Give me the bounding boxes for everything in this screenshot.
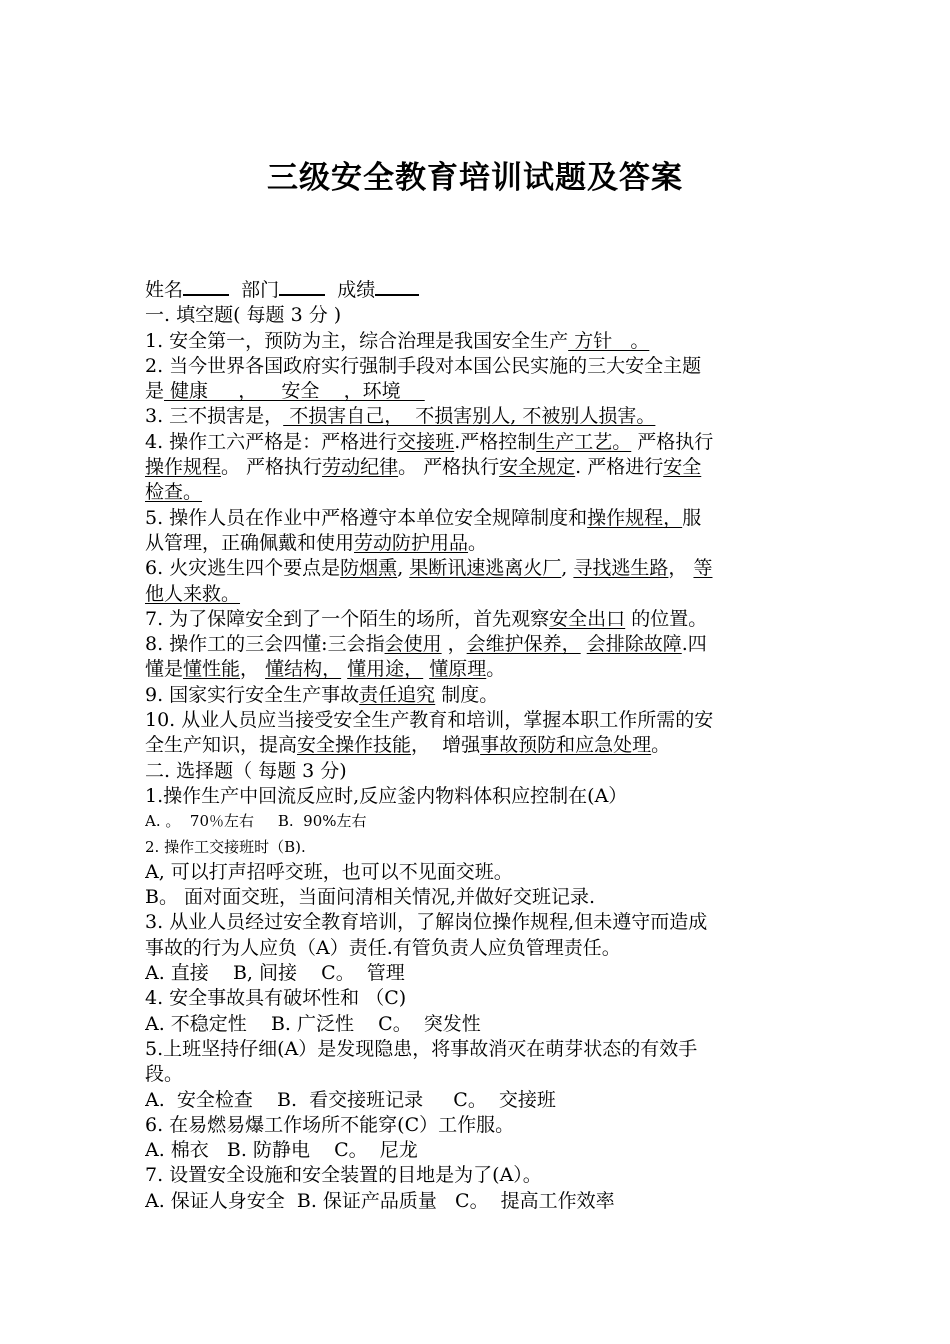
- answer-text: 检查。: [145, 481, 203, 504]
- fill-question-3: [145, 404, 810, 429]
- answer-text: 懂原理: [429, 658, 487, 681]
- fill-question-2-cont: [145, 379, 810, 404]
- fill-question-4: [145, 430, 810, 455]
- fill-question-1: [145, 329, 810, 354]
- answer-text: 安全操作技能: [297, 734, 412, 757]
- fill-question-2: 2. 当今世界各国政府实行强制手段对本国公民实施的三大安全主题: [145, 354, 702, 377]
- choice-options-1: A. 。 70％左右 B. 90%左右: [145, 812, 367, 831]
- choice-option-2b: B。 面对面交班，当面问清相关情况,并做好交班记录.: [145, 886, 596, 909]
- question-text: ，: [668, 557, 688, 580]
- choice-question-4: 4. 安全事故具有破坏性和 （C): [145, 987, 407, 1010]
- header-fields: [145, 277, 810, 303]
- question-text: 。: [486, 658, 506, 681]
- choice-option-2a: A, 可以打声招呼交班，也可以不见面交班。: [145, 860, 513, 883]
- question-text: 严格执行: [631, 430, 714, 453]
- fill-question-8: [145, 632, 810, 657]
- answer-text: 懂用途，: [347, 658, 424, 681]
- choice-options-5: A. 安全检查 B. 看交接班记录 C。 交接班: [145, 1088, 556, 1111]
- choice-options-4: A. 不稳定性 B. 广泛性 C。 突发性: [145, 1012, 481, 1035]
- question-text: 服: [682, 506, 702, 529]
- answer-text: 防烟熏: [340, 557, 398, 580]
- name-label: 姓名: [145, 279, 184, 301]
- fill-question-10: 10. 从业人员应当接受安全生产教育和培训，掌握本职工作所需的安: [145, 709, 714, 732]
- question-text: 的位置。: [625, 607, 708, 630]
- choice-question-2: 2. 操作工交接班时（B).: [145, 837, 306, 856]
- score-label: 成绩: [337, 279, 376, 301]
- fill-question-4-cont: [145, 455, 810, 480]
- question-text: 3. 三不损害是，: [145, 405, 284, 428]
- answer-text: 劳动纪律: [322, 456, 399, 479]
- section2-heading: 二. 选择题（ 每题 3 分): [145, 759, 347, 782]
- question-text: 懂是: [145, 658, 184, 681]
- choice-question-1: 1.操作生产中回流反应时,反应釜内物料体积应控制在(A）: [145, 784, 628, 807]
- question-text: ， 增强: [411, 734, 481, 757]
- fill-question-8-cont: [145, 657, 810, 682]
- question-text: .严格控制: [454, 430, 537, 453]
- fill-question-6: [145, 556, 810, 581]
- section1-heading: 一. 填空题( 每题 3 分 ): [145, 304, 342, 327]
- question-text: 9. 国家实行安全生产事故: [145, 683, 360, 706]
- choice-question-5: 5.上班坚持仔细(A）是发现隐患，将事故消灭在萌芽状态的有效手: [145, 1037, 698, 1060]
- answer-text: 他人来救。: [145, 582, 241, 605]
- choice-question-3: 3. 从业人员经过安全教育培训，了解岗位操作规程,但未遵守而造成: [145, 911, 708, 934]
- fill-question-6-cont: [145, 582, 810, 607]
- fill-question-9: [145, 683, 810, 708]
- question-text: ,: [397, 557, 404, 580]
- answer-text: 安全: [663, 456, 702, 479]
- answer-text: 方针 。: [568, 329, 650, 352]
- answer-text: 等: [693, 557, 713, 580]
- fill-question-4-cont2: [145, 480, 810, 505]
- name-blank: [183, 277, 229, 296]
- question-text: .四: [681, 633, 707, 656]
- answer-text: 操作规程，: [587, 506, 683, 529]
- question-text: 。: [468, 531, 488, 554]
- question-text: ，: [240, 658, 260, 681]
- answer-text: 责任追究: [359, 683, 436, 706]
- question-text: 7. 为了保障安全到了一个陌生的场所，首先观察: [145, 607, 550, 630]
- fill-question-10-cont: [145, 733, 810, 758]
- dept-blank: [279, 277, 325, 296]
- document-title: 三级安全教育培训试题及答案: [267, 160, 683, 196]
- answer-text: 操作规程: [145, 456, 222, 479]
- choice-question-3-cont: 事故的行为人应负（A）责任.有管负责人应负管理责任。: [145, 936, 621, 959]
- question-text: 从管理，正确佩戴和使用: [145, 531, 355, 554]
- question-text: 1. 安全第一，预防为主，综合治理是我国安全生产: [145, 329, 569, 352]
- choice-options-7: A. 保证人身安全 B. 保证产品质量 C。 提高工作效率: [145, 1189, 615, 1212]
- question-text: ，: [447, 633, 467, 656]
- choice-question-7: 7. 设置安全设施和安全装置的目地是为了(A）。: [145, 1164, 542, 1187]
- answer-text: 安全规定: [499, 456, 576, 479]
- answer-text: 懂性能: [183, 658, 241, 681]
- choice-options-3: A. 直接 B, 间接 C。 管理: [145, 962, 405, 985]
- question-text: 4. 操作工六严格是：严格进行: [145, 430, 398, 453]
- choice-question-5-cont: 段。: [145, 1063, 184, 1086]
- fill-question-5-cont: [145, 531, 810, 556]
- fill-question-7: [145, 607, 810, 632]
- question-text: . 严格进行: [575, 456, 664, 479]
- answer-text: 果断讯速逃离火厂: [409, 557, 562, 580]
- question-text: 。 严格执行: [221, 456, 323, 479]
- answer-text: 懂结构，: [265, 658, 342, 681]
- question-text: 全生产知识，提高: [145, 734, 298, 757]
- question-text: 6. 火灾逃生四个要点是: [145, 557, 341, 580]
- answer-text: 健康 ， 安全 ，环境: [164, 380, 425, 403]
- choice-question-6: 6. 在易燃易爆工作场所不能穿(C）工作服。: [145, 1113, 515, 1136]
- answer-text: 寻找逃生路: [573, 557, 669, 580]
- question-text: 是: [145, 380, 165, 403]
- question-text: 8. 操作工的三会四懂:三会指: [145, 633, 385, 656]
- answer-text: 安全出口: [549, 607, 626, 630]
- choice-options-6: A. 棉衣 B. 防静电 C。 尼龙: [145, 1139, 418, 1162]
- fill-question-5: [145, 506, 810, 531]
- question-text: ,: [561, 557, 568, 580]
- answer-text: 不损害自己， 不损害别人, 不被别人损害。: [283, 405, 656, 428]
- question-text: 。: [651, 734, 671, 757]
- answer-text: 会使用: [384, 633, 442, 656]
- answer-text: 会维护保养，: [466, 633, 581, 656]
- question-text: 。 严格执行: [398, 456, 500, 479]
- answer-text: 生产工艺。: [536, 430, 632, 453]
- answer-text: 交接班: [397, 430, 455, 453]
- answer-text: 事故预防和应急处理: [480, 734, 652, 757]
- question-text: 5. 操作人员在作业中严格遵守本单位安全规障制度和: [145, 506, 588, 529]
- exam-body: [145, 277, 810, 1214]
- score-blank: [375, 277, 419, 296]
- answer-text: 劳动防护用品: [354, 531, 469, 554]
- dept-label: 部门: [241, 279, 280, 301]
- answer-text: 会排除故障: [586, 633, 682, 656]
- question-text: 制度。: [435, 683, 499, 706]
